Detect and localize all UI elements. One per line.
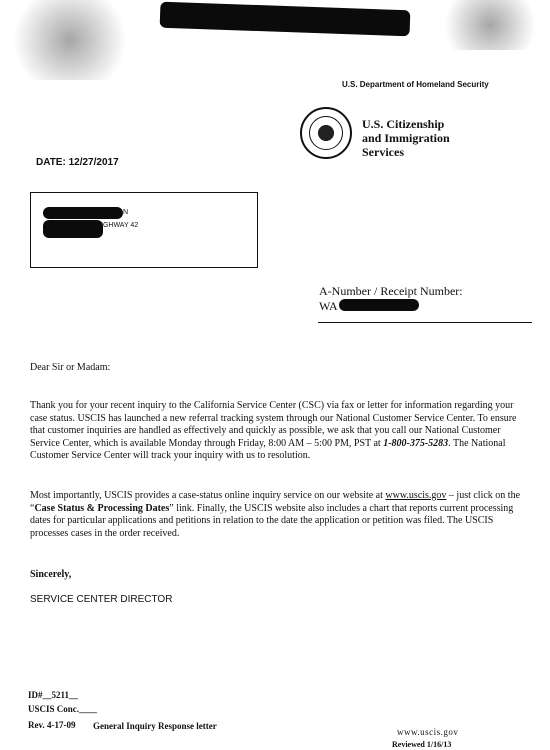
date-label: DATE: [36,157,66,168]
footer-rev: Rev. 4-17-09 [28,720,76,730]
redaction-bar [160,2,411,37]
a-number-prefix: WA [319,299,338,313]
signer-title: SERVICE CENTER DIRECTOR [30,594,173,605]
footer-form-name: General Inquiry Response letter [93,721,217,731]
paragraph-text: Thank you for your recent inquiry to the California Service Center (CSC) via fax or letter for information regarding your case status. USCIS has launched a new referral tracking system through our National Customer Service Center. To ensure that customer inquiries are handled as effectively and quickly as possible, we ask that you call our National Customer Service Center, which is available Monday through Friday, 8:00 AM – 5:00 PM, PST at [30,400,517,449]
paragraph-2 [30,490,530,540]
case-status-link-name: Case Status & Processing Dates [34,502,170,514]
paragraph-1 [30,400,530,463]
divider [318,322,532,323]
salutation: Dear Sir or Madam: [30,362,111,373]
scan-noise [430,0,550,50]
redaction-bar [43,220,103,238]
footer-id: ID#__5211__ [28,690,79,700]
closing: Sincerely, [30,569,72,580]
website-link[interactable]: www.uscis.gov [385,490,447,501]
agency-line: and Immigration [362,131,450,145]
letter-date [36,157,119,168]
department-name: U.S. Department of Homeland Security [342,80,489,89]
scan-noise [0,0,140,80]
footer-website: www.uscis.gov [397,727,459,737]
paragraph-text: Most importantly, USCIS provides a case-status online inquiry service on our website at [30,490,386,501]
address-text: N [123,209,129,216]
footer-reviewed: Reviewed 1/16/13 [392,740,452,749]
paragraph-text: ” link. Finally, the USCIS website also includes a chart that reports current processing dates for particular applications and petitions in relation to the date the application or petition was filed. The USCIS processes cases in the order received. [30,502,514,539]
footer-uscis: USCIS Conc.____ [28,704,98,714]
address-text: IGHWAY 42 [101,222,139,229]
agency-name [362,117,512,159]
dhs-seal-icon [300,107,352,159]
date-value: 12/27/2017 [68,157,119,168]
address-box [30,192,258,268]
a-number-value [319,299,338,314]
redaction-bar [339,299,419,311]
paragraph-text: – just click on the “ [30,490,521,514]
agency-line: U.S. Citizenship [362,117,445,131]
paragraph-text: . The National Customer Service Center will track your inquiry with us to resolution. [30,437,506,461]
agency-line: Services [362,145,404,159]
phone-number: 1-800-375-5283 [383,437,449,449]
redaction-bar [43,207,123,219]
a-number-label: A-Number / Receipt Number: [319,284,463,298]
